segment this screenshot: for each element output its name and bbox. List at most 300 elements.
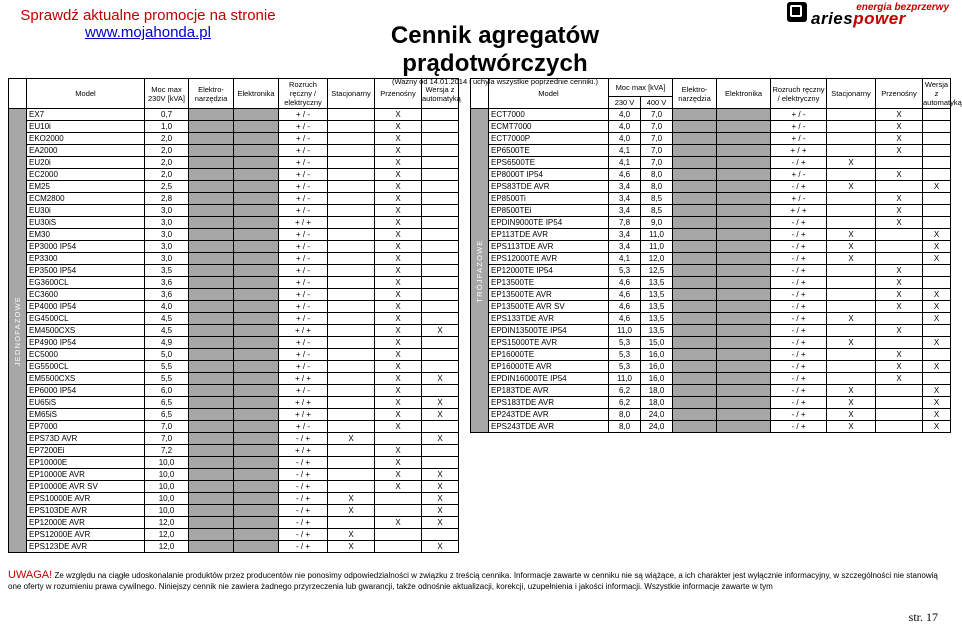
logo-tagline: energia bezprzerwy bbox=[856, 2, 949, 13]
start-cell: - / + bbox=[279, 457, 328, 469]
auto-cell: X bbox=[923, 301, 951, 313]
auto-cell bbox=[422, 241, 459, 253]
auto-cell: X bbox=[422, 493, 459, 505]
stacjonarny-cell bbox=[328, 397, 375, 409]
power-230-cell: 4,6 bbox=[609, 289, 641, 301]
power-400-cell: 24,0 bbox=[641, 421, 673, 433]
model-cell: EP13500TE bbox=[489, 277, 609, 289]
single-phase-table bbox=[8, 78, 459, 553]
elektronarzedzia-cell bbox=[673, 193, 717, 205]
power-230-cell: 4,0 bbox=[609, 109, 641, 121]
stacjonarny-cell: X bbox=[328, 505, 375, 517]
start-cell: + / - bbox=[279, 241, 328, 253]
elektronika-cell bbox=[717, 109, 771, 121]
start-cell: - / + bbox=[771, 385, 827, 397]
start-cell: - / + bbox=[771, 409, 827, 421]
power-400-cell: 13,5 bbox=[641, 313, 673, 325]
table-row bbox=[9, 445, 459, 457]
table-row bbox=[471, 313, 951, 325]
power-cell: 10,0 bbox=[145, 457, 189, 469]
elektronarzedzia-cell bbox=[189, 541, 234, 553]
col-model: Model bbox=[489, 79, 609, 109]
power-230-cell: 3,4 bbox=[609, 229, 641, 241]
przenosny-cell: X bbox=[375, 169, 422, 181]
stacjonarny-cell: X bbox=[827, 157, 876, 169]
power-400-cell: 11,0 bbox=[641, 229, 673, 241]
start-cell: + / - bbox=[279, 337, 328, 349]
power-400-cell: 13,5 bbox=[641, 277, 673, 289]
auto-cell bbox=[422, 337, 459, 349]
col-stacjonarny: Stacjonarny bbox=[827, 79, 876, 109]
power-cell: 4,0 bbox=[145, 301, 189, 313]
table-row bbox=[9, 169, 459, 181]
model-cell: EP10000E AVR SV bbox=[27, 481, 145, 493]
power-cell: 2,0 bbox=[145, 133, 189, 145]
table-row bbox=[9, 409, 459, 421]
model-cell: EPDIN16000TE IP54 bbox=[489, 373, 609, 385]
przenosny-cell: X bbox=[375, 457, 422, 469]
auto-cell bbox=[422, 445, 459, 457]
elektronarzedzia-cell bbox=[673, 229, 717, 241]
elektronarzedzia-cell bbox=[189, 325, 234, 337]
elektronika-cell bbox=[234, 397, 279, 409]
power-400-cell: 7,0 bbox=[641, 145, 673, 157]
elektronarzedzia-cell bbox=[189, 493, 234, 505]
table-row bbox=[471, 361, 951, 373]
elektronika-cell bbox=[234, 529, 279, 541]
elektronarzedzia-cell bbox=[189, 505, 234, 517]
start-cell: - / + bbox=[279, 469, 328, 481]
elektronarzedzia-cell bbox=[189, 349, 234, 361]
elektronika-cell bbox=[717, 301, 771, 313]
power-cell: 2,0 bbox=[145, 169, 189, 181]
auto-cell: X bbox=[923, 337, 951, 349]
przenosny-cell bbox=[876, 181, 923, 193]
power-400-cell: 13,5 bbox=[641, 325, 673, 337]
page-number: str. 17 bbox=[908, 610, 938, 624]
stacjonarny-cell bbox=[328, 469, 375, 481]
start-cell: + / - bbox=[279, 121, 328, 133]
table-row bbox=[471, 409, 951, 421]
przenosny-cell bbox=[876, 409, 923, 421]
elektronika-cell bbox=[717, 253, 771, 265]
elektronarzedzia-cell bbox=[673, 361, 717, 373]
elektronika-cell bbox=[234, 277, 279, 289]
model-cell: EP16000TE AVR bbox=[489, 361, 609, 373]
elektronarzedzia-cell bbox=[189, 157, 234, 169]
start-cell: - / + bbox=[771, 421, 827, 433]
elektronika-cell bbox=[717, 205, 771, 217]
elektronarzedzia-cell bbox=[189, 265, 234, 277]
power-400-cell: 13,5 bbox=[641, 289, 673, 301]
przenosny-cell: X bbox=[876, 145, 923, 157]
auto-cell: X bbox=[422, 433, 459, 445]
power-230-cell: 5,3 bbox=[609, 361, 641, 373]
power-230-cell: 4,6 bbox=[609, 301, 641, 313]
model-cell: EP7000 bbox=[27, 421, 145, 433]
auto-cell bbox=[422, 457, 459, 469]
table-row bbox=[471, 133, 951, 145]
start-cell: - / + bbox=[771, 265, 827, 277]
stacjonarny-cell: X bbox=[827, 313, 876, 325]
start-cell: + / - bbox=[771, 169, 827, 181]
auto-cell bbox=[923, 145, 951, 157]
przenosny-cell: X bbox=[375, 277, 422, 289]
power-cell: 6,5 bbox=[145, 397, 189, 409]
elektronika-cell bbox=[234, 517, 279, 529]
table-row bbox=[471, 241, 951, 253]
przenosny-cell: X bbox=[375, 373, 422, 385]
auto-cell bbox=[923, 121, 951, 133]
auto-cell bbox=[923, 205, 951, 217]
start-cell: - / + bbox=[771, 181, 827, 193]
power-cell: 2,0 bbox=[145, 157, 189, 169]
elektronika-cell bbox=[234, 181, 279, 193]
model-cell: EM5500CXS bbox=[27, 373, 145, 385]
elektronika-cell bbox=[717, 265, 771, 277]
auto-cell bbox=[422, 157, 459, 169]
przenosny-cell: X bbox=[876, 373, 923, 385]
elektronika-cell bbox=[717, 421, 771, 433]
power-cell: 3,0 bbox=[145, 253, 189, 265]
przenosny-cell: X bbox=[876, 289, 923, 301]
stacjonarny-cell bbox=[328, 265, 375, 277]
przenosny-cell: X bbox=[375, 325, 422, 337]
stacjonarny-cell bbox=[328, 217, 375, 229]
start-cell: + / - bbox=[279, 229, 328, 241]
disclaimer bbox=[8, 570, 953, 592]
power-230-cell: 4,0 bbox=[609, 121, 641, 133]
power-cell: 10,0 bbox=[145, 481, 189, 493]
model-cell: EPS6500TE bbox=[489, 157, 609, 169]
auto-cell bbox=[422, 205, 459, 217]
przenosny-cell bbox=[375, 505, 422, 517]
start-cell: + / - bbox=[279, 145, 328, 157]
table-row bbox=[9, 397, 459, 409]
model-cell: EM4500CXS bbox=[27, 325, 145, 337]
auto-cell bbox=[422, 385, 459, 397]
stacjonarny-cell bbox=[328, 409, 375, 421]
power-400-cell: 8,5 bbox=[641, 205, 673, 217]
table-row bbox=[9, 265, 459, 277]
power-400-cell: 7,0 bbox=[641, 109, 673, 121]
model-cell: EP6500TE bbox=[489, 145, 609, 157]
power-cell: 12,0 bbox=[145, 541, 189, 553]
start-cell: + / + bbox=[279, 325, 328, 337]
elektronika-cell bbox=[717, 361, 771, 373]
elektronika-cell bbox=[717, 241, 771, 253]
start-cell: - / + bbox=[771, 361, 827, 373]
stacjonarny-cell bbox=[328, 229, 375, 241]
stacjonarny-cell bbox=[328, 121, 375, 133]
model-cell: EP10000E AVR bbox=[27, 469, 145, 481]
elektronarzedzia-cell bbox=[673, 145, 717, 157]
power-cell: 3,0 bbox=[145, 241, 189, 253]
start-cell: + / - bbox=[771, 133, 827, 145]
table-row bbox=[9, 493, 459, 505]
model-cell: EP8500TEi bbox=[489, 205, 609, 217]
col-power: Moc max [kVA] bbox=[609, 79, 673, 97]
auto-cell bbox=[923, 265, 951, 277]
auto-cell: X bbox=[923, 241, 951, 253]
elektronika-cell bbox=[717, 289, 771, 301]
model-cell: EPS133TDE AVR bbox=[489, 313, 609, 325]
przenosny-cell: X bbox=[375, 385, 422, 397]
elektronarzedzia-cell bbox=[673, 397, 717, 409]
stacjonarny-cell bbox=[328, 133, 375, 145]
auto-cell: X bbox=[923, 313, 951, 325]
start-cell: - / + bbox=[771, 301, 827, 313]
przenosny-cell bbox=[876, 337, 923, 349]
przenosny-cell: X bbox=[375, 517, 422, 529]
auto-cell bbox=[422, 193, 459, 205]
power-cell: 3,0 bbox=[145, 205, 189, 217]
model-cell: EP12000TE IP54 bbox=[489, 265, 609, 277]
przenosny-cell: X bbox=[375, 397, 422, 409]
elektronarzedzia-cell bbox=[673, 301, 717, 313]
elektronarzedzia-cell bbox=[189, 121, 234, 133]
elektronarzedzia-cell bbox=[189, 313, 234, 325]
power-cell: 12,0 bbox=[145, 517, 189, 529]
przenosny-cell: X bbox=[375, 361, 422, 373]
power-400-cell: 8,0 bbox=[641, 181, 673, 193]
elektronarzedzia-cell bbox=[189, 277, 234, 289]
auto-cell: X bbox=[923, 385, 951, 397]
start-cell: - / + bbox=[771, 277, 827, 289]
start-cell: + / - bbox=[279, 361, 328, 373]
start-cell: + / - bbox=[279, 157, 328, 169]
table-row bbox=[9, 481, 459, 493]
elektronika-cell bbox=[234, 421, 279, 433]
model-cell: EP8500Ti bbox=[489, 193, 609, 205]
auto-cell bbox=[923, 169, 951, 181]
model-cell: EM65iS bbox=[27, 409, 145, 421]
table-row bbox=[471, 277, 951, 289]
stacjonarny-cell bbox=[328, 253, 375, 265]
start-cell: + / - bbox=[279, 205, 328, 217]
stacjonarny-cell bbox=[827, 121, 876, 133]
start-cell: + / + bbox=[279, 445, 328, 457]
elektronarzedzia-cell bbox=[189, 205, 234, 217]
page-title: Cennik agregatów prądotwórczych bbox=[390, 22, 600, 77]
power-230-cell: 4,6 bbox=[609, 313, 641, 325]
elektronika-cell bbox=[234, 109, 279, 121]
elektronarzedzia-cell bbox=[673, 385, 717, 397]
power-cell: 3,6 bbox=[145, 277, 189, 289]
power-400-cell: 18,0 bbox=[641, 397, 673, 409]
elektronika-cell bbox=[717, 145, 771, 157]
przenosny-cell: X bbox=[375, 193, 422, 205]
stacjonarny-cell bbox=[827, 361, 876, 373]
auto-cell bbox=[422, 421, 459, 433]
power-cell: 3,0 bbox=[145, 217, 189, 229]
elektronika-cell bbox=[234, 217, 279, 229]
elektronika-cell bbox=[717, 397, 771, 409]
power-230-cell: 3,4 bbox=[609, 241, 641, 253]
elektronika-cell bbox=[234, 409, 279, 421]
stacjonarny-cell bbox=[328, 445, 375, 457]
model-cell: EG4500CL bbox=[27, 313, 145, 325]
model-cell: EU30iS bbox=[27, 217, 145, 229]
elektronika-cell bbox=[717, 409, 771, 421]
auto-cell bbox=[422, 145, 459, 157]
power-230-cell: 6,2 bbox=[609, 385, 641, 397]
table-row bbox=[9, 313, 459, 325]
auto-cell bbox=[422, 133, 459, 145]
stacjonarny-cell bbox=[827, 133, 876, 145]
header-blank bbox=[471, 79, 489, 109]
przenosny-cell: X bbox=[876, 361, 923, 373]
auto-cell: X bbox=[923, 397, 951, 409]
elektronika-cell bbox=[234, 493, 279, 505]
start-cell: + / - bbox=[279, 301, 328, 313]
auto-cell bbox=[923, 193, 951, 205]
elektronika-cell bbox=[234, 169, 279, 181]
stacjonarny-cell: X bbox=[827, 397, 876, 409]
model-cell: EC5000 bbox=[27, 349, 145, 361]
power-cell: 12,0 bbox=[145, 529, 189, 541]
table-row bbox=[471, 181, 951, 193]
elektronika-cell bbox=[234, 229, 279, 241]
promo-link[interactable]: www.mojahonda.pl bbox=[85, 24, 211, 42]
elektronika-cell bbox=[717, 349, 771, 361]
przenosny-cell: X bbox=[375, 181, 422, 193]
power-230-cell: 3,4 bbox=[609, 205, 641, 217]
col-230v: 230 V bbox=[609, 97, 641, 109]
table-row bbox=[471, 217, 951, 229]
elektronarzedzia-cell bbox=[673, 337, 717, 349]
table-row bbox=[9, 469, 459, 481]
elektronika-cell bbox=[717, 385, 771, 397]
przenosny-cell: X bbox=[876, 265, 923, 277]
stacjonarny-cell bbox=[328, 241, 375, 253]
start-cell: + / + bbox=[771, 205, 827, 217]
przenosny-cell bbox=[876, 385, 923, 397]
model-cell: EX7 bbox=[27, 109, 145, 121]
przenosny-cell bbox=[375, 529, 422, 541]
auto-cell: X bbox=[923, 421, 951, 433]
table-row bbox=[471, 265, 951, 277]
stacjonarny-cell bbox=[328, 169, 375, 181]
przenosny-cell: X bbox=[876, 193, 923, 205]
power-230-cell: 11,0 bbox=[609, 325, 641, 337]
stacjonarny-cell bbox=[328, 313, 375, 325]
start-cell: - / + bbox=[279, 493, 328, 505]
start-cell: + / - bbox=[279, 385, 328, 397]
auto-cell bbox=[422, 361, 459, 373]
elektronika-cell bbox=[717, 217, 771, 229]
auto-cell bbox=[422, 349, 459, 361]
przenosny-cell: X bbox=[375, 301, 422, 313]
auto-cell bbox=[923, 133, 951, 145]
power-cell: 10,0 bbox=[145, 469, 189, 481]
ariespower-logo bbox=[787, 2, 957, 26]
elektronarzedzia-cell bbox=[189, 457, 234, 469]
power-400-cell: 16,0 bbox=[641, 373, 673, 385]
table-row bbox=[9, 301, 459, 313]
table-row bbox=[471, 253, 951, 265]
table-row bbox=[9, 505, 459, 517]
table-row bbox=[9, 109, 459, 121]
power-230-cell: 4,6 bbox=[609, 277, 641, 289]
power-230-cell: 8,0 bbox=[609, 421, 641, 433]
elektronarzedzia-cell bbox=[189, 397, 234, 409]
stacjonarny-cell bbox=[328, 361, 375, 373]
power-cell: 5,5 bbox=[145, 373, 189, 385]
elektronarzedzia-cell bbox=[673, 313, 717, 325]
elektronika-cell bbox=[234, 289, 279, 301]
phase-label: TRÓJFAZOWE bbox=[471, 109, 489, 433]
table-row bbox=[471, 205, 951, 217]
elektronika-cell bbox=[717, 157, 771, 169]
model-cell: EU30i bbox=[27, 205, 145, 217]
col-start: Rozruch ręczny / elektryczny bbox=[771, 79, 827, 109]
model-cell: EP183TDE AVR bbox=[489, 385, 609, 397]
start-cell: - / + bbox=[771, 253, 827, 265]
elektronarzedzia-cell bbox=[673, 133, 717, 145]
start-cell: + / - bbox=[279, 169, 328, 181]
elektronarzedzia-cell bbox=[189, 481, 234, 493]
logo-name: ariespower bbox=[811, 9, 906, 28]
power-cell: 7,2 bbox=[145, 445, 189, 457]
model-cell: EU20i bbox=[27, 157, 145, 169]
model-cell: EP3000 IP54 bbox=[27, 241, 145, 253]
start-cell: - / + bbox=[771, 157, 827, 169]
start-cell: - / + bbox=[279, 541, 328, 553]
table-row bbox=[9, 433, 459, 445]
power-230-cell: 5,3 bbox=[609, 349, 641, 361]
przenosny-cell bbox=[876, 397, 923, 409]
przenosny-cell: X bbox=[375, 445, 422, 457]
model-cell: EPS73D AVR bbox=[27, 433, 145, 445]
przenosny-cell: X bbox=[375, 421, 422, 433]
col-stacjonarny: Stacjonarny bbox=[328, 79, 375, 109]
elektronika-cell bbox=[717, 313, 771, 325]
elektronika-cell bbox=[234, 193, 279, 205]
model-cell: EP4900 IP54 bbox=[27, 337, 145, 349]
start-cell: + / - bbox=[279, 181, 328, 193]
elektronarzedzia-cell bbox=[189, 445, 234, 457]
col-power: Moc max 230V [kVA] bbox=[145, 79, 189, 109]
stacjonarny-cell: X bbox=[827, 409, 876, 421]
stacjonarny-cell: X bbox=[827, 421, 876, 433]
auto-cell: X bbox=[923, 289, 951, 301]
model-cell: EU65iS bbox=[27, 397, 145, 409]
start-cell: - / + bbox=[279, 529, 328, 541]
przenosny-cell: X bbox=[876, 205, 923, 217]
table-row bbox=[471, 325, 951, 337]
power-230-cell: 4,1 bbox=[609, 253, 641, 265]
table-row bbox=[9, 529, 459, 541]
power-cell: 5,0 bbox=[145, 349, 189, 361]
model-cell: EKO2000 bbox=[27, 133, 145, 145]
elektronika-cell bbox=[234, 325, 279, 337]
start-cell: + / - bbox=[279, 421, 328, 433]
power-400-cell: 12,0 bbox=[641, 253, 673, 265]
auto-cell bbox=[422, 265, 459, 277]
auto-cell bbox=[422, 313, 459, 325]
power-400-cell: 8,5 bbox=[641, 193, 673, 205]
start-cell: + / - bbox=[771, 121, 827, 133]
stacjonarny-cell: X bbox=[328, 433, 375, 445]
elektronika-cell bbox=[234, 301, 279, 313]
start-cell: - / + bbox=[771, 313, 827, 325]
auto-cell bbox=[923, 217, 951, 229]
elektronarzedzia-cell bbox=[189, 385, 234, 397]
phase-label: JEDNOFAZOWE bbox=[9, 109, 27, 553]
stacjonarny-cell bbox=[328, 325, 375, 337]
col-auto: Wersja z automatyką bbox=[422, 79, 459, 109]
